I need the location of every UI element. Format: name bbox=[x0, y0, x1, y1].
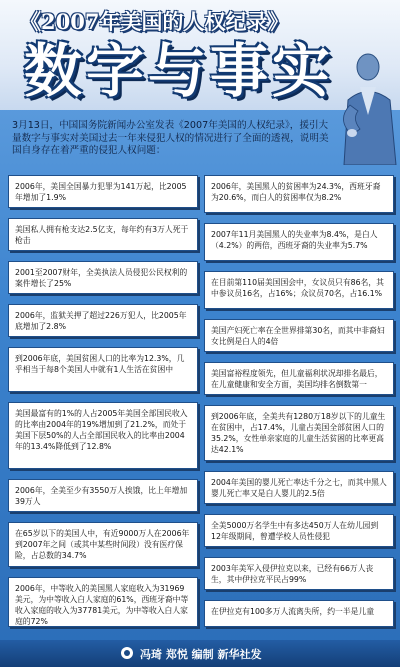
main-title: 数字与事实 bbox=[24, 37, 335, 105]
fact-card: 2007年11月美国黑人的失业率为8.4%，是白人（4.2%）的两倍，西班牙裔的失业率为5.7% bbox=[204, 223, 394, 261]
report-title: 《2007年美国的人权纪录》 bbox=[20, 9, 289, 34]
fact-card: 在目前第110届美国国会中，女议员只有86名，其中参议员16名，占16%；众议员70名，占16.1% bbox=[204, 271, 394, 309]
fact-card: 美国产妇死亡率在全世界排第30名，而其中非裔妇女比例是白人的4倍 bbox=[204, 319, 394, 352]
fact-card: 美国最富有的1%的人占2005年美国全部国民收入的比率由2004年的19%增加到了21.2%，而处于美国下层50%的人占全部国民收入的比率由2004年的13.4%降低到了12.8% bbox=[8, 402, 198, 469]
fact-card: 美国私人拥有枪支达2.5亿支，每年约有3万人死于枪击 bbox=[8, 218, 198, 251]
fact-card: 在65岁以下的美国人中，有近9000万人在2006年到2007年之间（或其中某些时间段）没有医疗保险，占总数的34.7% bbox=[8, 522, 198, 567]
fact-card: 到2006年底，美国贫困人口的比率为12.3%，几乎相当于每8个美国人中就有1人生活在贫困中 bbox=[8, 347, 198, 392]
fact-card: 2003年美军入侵伊拉克以来，已经有66万人丧生，其中伊拉克平民占99% bbox=[204, 557, 394, 590]
fact-card: 2006年，美国黑人的贫困率为24.3%，西班牙裔为20.6%，而白人的贫困率仅为8.2% bbox=[204, 175, 394, 213]
footer-bar bbox=[0, 640, 400, 667]
xinhua-logo-icon bbox=[120, 646, 134, 660]
fact-card: 在伊拉克有100多万人流离失所，约一半是儿童 bbox=[204, 600, 394, 627]
fact-card: 2006年，监狱关押了超过226万犯人，比2005年底增加了2.8% bbox=[8, 304, 198, 337]
fact-card: 2001至2007财年，全美执法人员侵犯公民权利的案件增长了25% bbox=[8, 261, 198, 294]
footer-credit: 冯琦 郑悦 编制 新华社发 bbox=[140, 648, 262, 661]
fact-card: 2006年，全美至少有3550万人挨饿，比上年增加39万人 bbox=[8, 479, 198, 512]
fact-card: 2006年，美国全国暴力犯罪为141万起，比2005年增加了1.9% bbox=[8, 175, 198, 208]
facts-columns bbox=[8, 175, 394, 627]
fact-card: 全美5000万名学生中有多达450万人在幼儿园到12年级期间，曾遭学校人员性侵犯 bbox=[204, 514, 394, 547]
fact-card: 美国富裕程度领先，但儿童福利状况却排名最后，在儿童健康和安全方面，美国均排名倒数第一 bbox=[204, 362, 394, 395]
fact-card: 2006年，中等收入的美国黑人家庭收入为31969美元，为中等收入白人家庭的61%，西班牙裔中等收入家庭的收入为37781美元，为中等收入白人家庭的72% bbox=[8, 577, 198, 627]
speaker-figure-icon bbox=[330, 45, 400, 165]
fact-card: 2004年美国的婴儿死亡率达千分之七，而其中黑人婴儿死亡率又是白人婴儿的2.5倍 bbox=[204, 471, 394, 504]
fact-card: 到2006年底，全美共有1280万18岁以下的儿童生在贫困中，占17.4%，儿童占美国全部贫困人口的35.2%，女性单亲家庭的儿童生活贫困的比率更高达42.1% bbox=[204, 405, 394, 461]
intro-paragraph: 3月13日，中国国务院新闻办公室发表《2007年美国的人权纪录》，援引大量数字与事实对美国过去一年来侵犯人权的情况进行了全面的透视，说明美国自身存在着严重的侵犯人权问题： bbox=[12, 120, 329, 156]
